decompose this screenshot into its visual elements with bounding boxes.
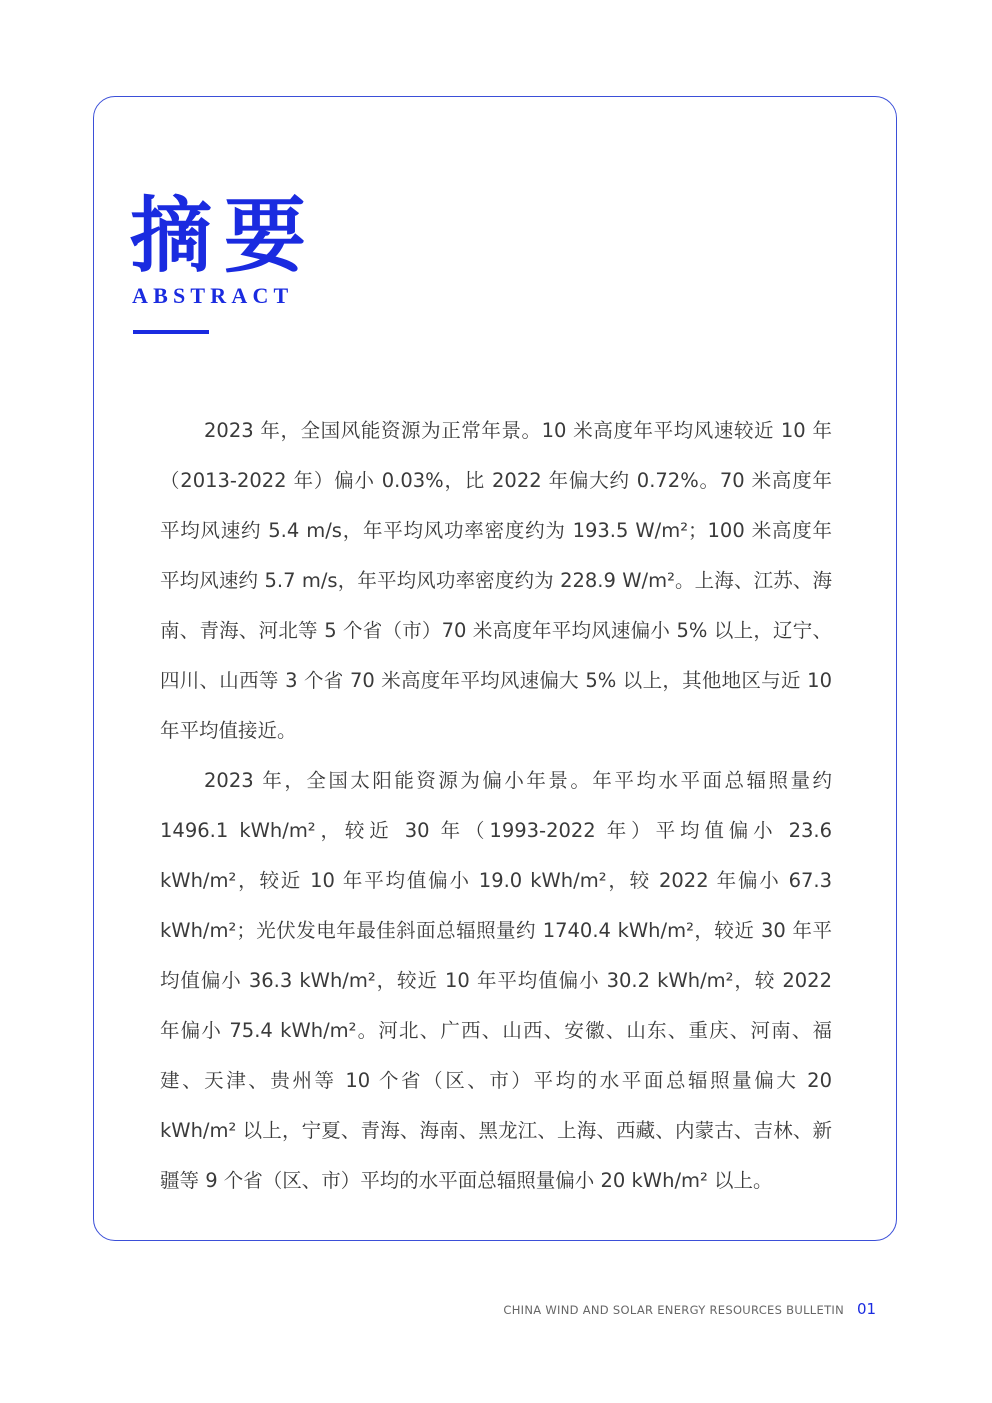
abstract-title-english: ABSTRACT	[132, 283, 294, 308]
footer-publication-title: CHINA WIND AND SOLAR ENERGY RESOURCES BULLETIN	[503, 1303, 844, 1317]
title-underline	[133, 330, 209, 334]
page-number: 01	[857, 1300, 877, 1318]
paragraph-wind-resources: 2023 年，全国风能资源为正常年景。10 米高度年平均风速较近 10 年（2013-2022 年）偏小 0.03%，比 2022 年偏大约 0.72%。70 米高度年平均风速约 5.4 m/s，年平均风功率密度约为 193.5 W/m²；100 米高度年平均风速约 5.7 m/s，年平均风功率密度约为 228.9 W/m²。上海、江苏、海南、青海、河北等 5 个省（市）70 米高度年平均风速偏小 5% 以上，辽宁、四川、山西等 3 个省 70 米高度年平均风速偏大 5% 以上，其他地区与近 10 年平均值接近。	[160, 419, 832, 742]
abstract-title-chinese: 摘要	[130, 188, 319, 284]
abstract-body	[160, 406, 832, 1206]
paragraph-solar-resources: 2023 年，全国太阳能资源为偏小年景。年平均水平面总辐照量约 1496.1 kWh/m²，较近 30 年（1993-2022 年）平均值偏小 23.6 kWh/m²，较近 10 年平均值偏小 19.0 kWh/m²，较 2022 年偏小 67.3 kWh/m²；光伏发电年最佳斜面总辐照量约 1740.4 kWh/m²，较近 30 年平均值偏小 36.3 kWh/m²，较近 10 年平均值偏小 30.2 kWh/m²，较 2022 年偏小 75.4 kWh/m²。河北、广西、山西、安徽、山东、重庆、河南、福建、天津、贵州等 10 个省（区、市）平均的水平面总辐照量偏大 20 kWh/m² 以上，宁夏、青海、海南、黑龙江、上海、西藏、内蒙古、吉林、新疆等 9 个省（区、市）平均的水平面总辐照量偏小 20 kWh/m² 以上。	[160, 769, 832, 1192]
